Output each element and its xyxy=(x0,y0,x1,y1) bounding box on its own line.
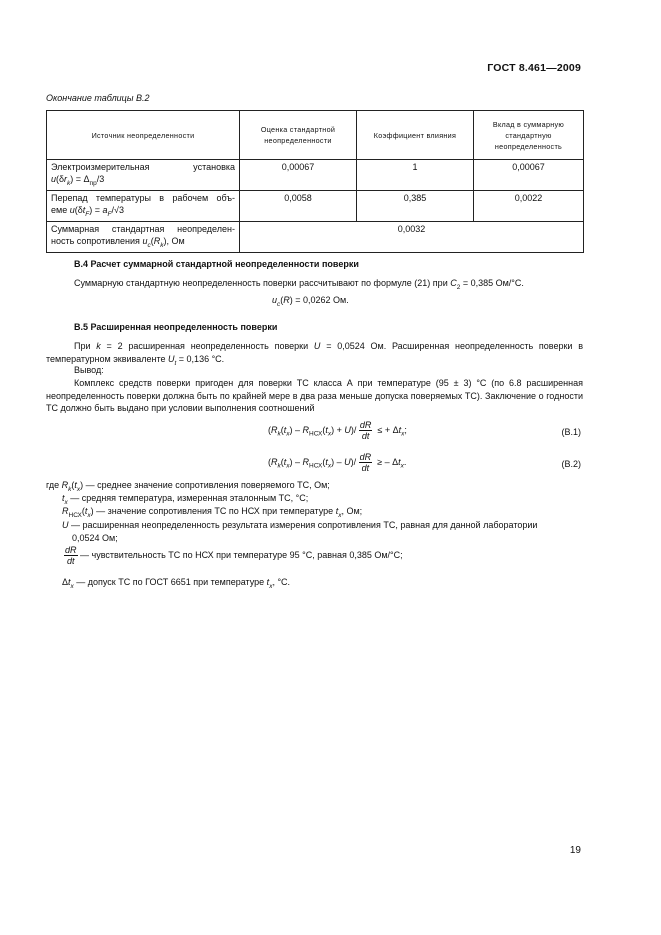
section-b5-p3: Комплекс средств поверки пригоден для поверки ТС класса А при температуре (95 ± 3) °С (по 6.8 расширенная неопределенность поверки должна быть по крайней мере в два раза меньше допуска поверяемых ТС). Заключение о годности ТС должно быть выдано при условии выполнения соотношений xyxy=(46,378,583,413)
equation-b1-number: (В.1) xyxy=(561,427,581,437)
table-caption: Окончание таблицы В.2 xyxy=(46,93,150,103)
row2-contribution: 0,0022 xyxy=(474,191,584,222)
equation-b2-number: (В.2) xyxy=(561,459,581,469)
legend-item: $R_{НСХ}(t_x)$ — значение сопротивления ТС по НСХ при температуре $t_x$, Ом; xyxy=(62,506,363,519)
row1-coefficient: 1 xyxy=(357,160,474,191)
legend-item: $\Delta t_x$ — допуск ТС по ГОСТ 6651 при температуре $t_x$, °С. xyxy=(62,577,291,590)
row3-combined: 0,0032 xyxy=(240,222,584,253)
row1-contribution: 0,00067 xyxy=(474,160,584,191)
section-b4-title: В.4 Расчет суммарной стандартной неопределенности поверки xyxy=(74,259,359,269)
col-header-estimate: Оценка стандартной неопределенности xyxy=(240,111,357,160)
table-header-row xyxy=(47,111,584,160)
section-b5-conclusion-label: Вывод: xyxy=(74,365,104,375)
legend-item: U — расширенная неопределенность результата измерения сопротивления ТС, равная для данной лаборатории 0,0524 Ом; xyxy=(62,520,538,543)
row2-estimate: 0,0058 xyxy=(240,191,357,222)
table-row xyxy=(47,222,584,253)
section-b4-text: Суммарную стандартную неопределенность поверки рассчитывают по формуле (21) при $C_2 = 0,385$ Ом/°С. xyxy=(74,278,524,291)
page-number: 19 xyxy=(569,845,581,856)
table-row xyxy=(47,191,584,222)
row1-source: Электроизмерительная установка $u(\delta r_k) = \Delta_{пр}/3$ xyxy=(47,160,240,191)
row1-estimate: 0,00067 xyxy=(240,160,357,191)
col-header-coefficient: Коэффициент влияния xyxy=(357,111,474,160)
section-b5-title: В.5 Расширенная неопределенность поверки xyxy=(74,322,278,332)
legend-item: $t_x$ — средняя температура, измеренная эталонным ТС, °С; xyxy=(62,493,309,506)
uncertainty-table xyxy=(46,110,584,253)
row2-coefficient: 0,385 xyxy=(357,191,474,222)
row3-source: Суммарная стандартная неопределен- ность сопротивления $u_c(R_k)$, Ом xyxy=(47,222,240,253)
section-b4-formula: $u_c(R) = 0,0262$ Ом. xyxy=(272,295,349,308)
row2-source: Перепад температуры в рабочем объ- еме $u(\delta t_F) = a_F/√3$ xyxy=(47,191,240,222)
legend-item: где $R_k(t_x)$ — среднее значение сопротивления поверяемого ТС, Ом; xyxy=(46,480,330,493)
legend-item: $\frac{dR}{dt}$ — чувствительность ТС по НСХ при температуре 95 °С, равная 0,385 Ом/°С; xyxy=(65,545,403,566)
col-header-source: Источник неопределенности xyxy=(47,111,240,160)
document-id: ГОСТ 8.461—2009 xyxy=(487,62,581,74)
section-b5-p1: При k = 2 расширенная неопределенность поверки U = 0,0524 Ом. Расширенная неопределенность поверки в температурном эквиваленте $U_t = 0,136$ °С. xyxy=(46,341,584,367)
table-row xyxy=(47,160,584,191)
equation-b1: $(R_k(t_x) - R_{НСХ}(t_x) + U)/$ $\frac{dR}{dt}$ ≤ + $\Delta t_x$; xyxy=(268,420,407,441)
equation-b2: $(R_k(t_x) - R_{НСХ}(t_x) - U)/$ $\frac{dR}{dt}$ ≥ – $\Delta t_x$. xyxy=(268,452,407,473)
col-header-contribution: Вклад в суммарную стандартную неопределенность xyxy=(474,111,584,160)
